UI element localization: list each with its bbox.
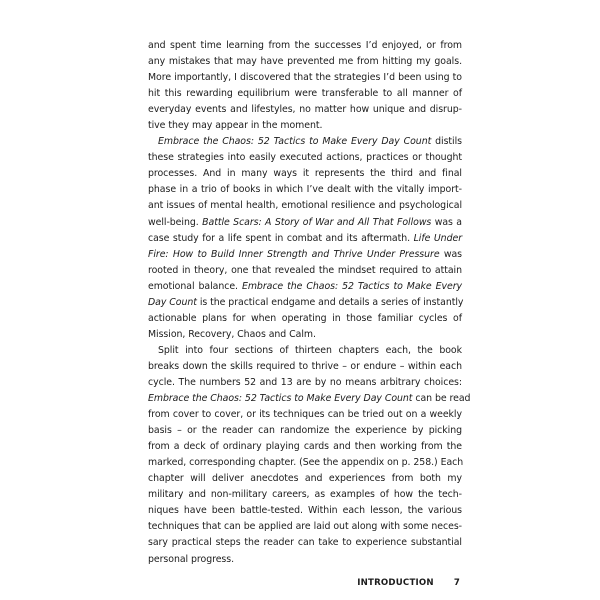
text-line <box>148 86 462 102</box>
text-line <box>148 295 462 311</box>
text-run: niques have been battle-tested. Within each lesson, the various <box>148 505 462 517</box>
text-run: Split into four sections of thirteen chapters each, the book <box>158 344 462 356</box>
text-line <box>148 150 462 166</box>
text-line <box>148 407 462 423</box>
paragraph <box>148 38 462 134</box>
text-line <box>148 231 462 247</box>
text-run: from cover to cover, or its techniques can be tried out on a weekly <box>148 409 462 421</box>
text-run: techniques that can be applied are laid out along with some neces- <box>148 521 462 533</box>
text-run: personal progress. <box>148 553 235 565</box>
text-run: tive they may appear in the moment. <box>148 120 323 132</box>
text-run: chapter will deliver anecdotes and experiences from both my <box>148 473 462 485</box>
text-line <box>148 279 462 295</box>
text-run: well-being. <box>148 216 203 228</box>
text-run: phase in a trio of books in which I’ve dealt with the vitally import- <box>148 184 462 196</box>
italic-title: Embrace the Chaos: 52 Tactics to Make Every <box>241 280 463 292</box>
running-head: INTRODUCTION <box>357 578 434 588</box>
text-line <box>148 54 462 70</box>
text-run: is the practical endgame and details a series of instantly <box>196 296 464 308</box>
text-line <box>148 263 462 279</box>
text-run: was <box>439 248 463 260</box>
italic-title: Day Count <box>148 296 197 308</box>
text-line <box>148 215 462 231</box>
text-line <box>148 118 462 134</box>
text-run: breaks down the skills required to thrive – or endure – within each <box>148 360 462 372</box>
text-line <box>148 423 462 439</box>
paragraph <box>148 343 471 568</box>
text-line <box>148 552 462 568</box>
text-line <box>148 391 471 407</box>
text-run: ant issues of mental health, emotional resilience and psychological <box>148 200 462 212</box>
text-line <box>148 327 462 343</box>
text-run: hit this rewarding equilibrium were transferable to all manner of <box>148 88 462 100</box>
text-run: everyday events and lifestyles, no matter how unique and disrup- <box>148 104 462 116</box>
text-run: distils <box>431 136 462 148</box>
text-line <box>148 487 462 503</box>
italic-title: Embrace the Chaos: 52 Tactics to Make Every Day Count <box>148 393 413 405</box>
text-line <box>148 166 462 182</box>
text-line <box>148 439 462 455</box>
page-footer <box>357 578 460 588</box>
text-line <box>148 70 462 86</box>
text-run: can be read <box>412 393 471 405</box>
text-run: military and non-military careers, as examples of how the tech- <box>148 489 462 501</box>
text-line <box>148 535 462 551</box>
text-line <box>148 182 462 198</box>
italic-title: Battle Scars: A Story of War and All That Follows <box>202 216 432 228</box>
text-run: any mistakes that may have prevented me from hitting my goals. <box>148 56 462 68</box>
text-run: was a <box>431 216 463 228</box>
text-line <box>148 471 462 487</box>
page-number: 7 <box>453 578 460 588</box>
text-run: actionable plans for when operating in those familiar cycles of <box>148 312 462 324</box>
body-text <box>148 38 471 568</box>
text-run: More importantly, I discovered that the strategies I’d been using to <box>148 72 462 84</box>
text-run: and spent time learning from the successes I’d enjoyed, or from <box>148 40 462 51</box>
text-run: emotional balance. <box>148 280 242 292</box>
text-run: case study for a life spent in combat and its aftermath. <box>148 232 414 244</box>
text-run: processes. And in many ways it represents the third and final <box>148 168 462 180</box>
text-line <box>148 343 462 359</box>
text-line <box>148 134 462 150</box>
text-run: cycle. The numbers 52 and 13 are by no means arbitrary choices: <box>148 376 462 388</box>
text-line <box>148 311 462 327</box>
text-line <box>148 375 462 391</box>
text-line <box>148 38 462 54</box>
text-line <box>148 198 462 214</box>
text-line <box>148 503 462 519</box>
text-line <box>148 359 462 375</box>
text-line <box>148 455 462 471</box>
text-line <box>148 519 462 535</box>
text-run: Mission, Recovery, Chaos and Calm. <box>148 328 316 340</box>
text-line <box>148 102 462 118</box>
text-run: these strategies into easily executed actions, practices or thought <box>148 152 462 164</box>
text-run: rooted in theory, one that revealed the mindset required to attain <box>148 264 462 276</box>
paragraph <box>148 134 462 343</box>
text-run: basis – or the reader can randomize the experience by picking <box>148 425 462 437</box>
italic-title: Life Under <box>413 232 462 244</box>
italic-title: Embrace the Chaos: 52 Tactics to Make Every Day Count <box>158 136 432 148</box>
text-run: marked, corresponding chapter. (See the appendix on p. 258.) Each <box>148 457 464 469</box>
text-line <box>148 247 462 263</box>
text-run: from a deck of ordinary playing cards and then working from the <box>148 441 462 453</box>
italic-title: Fire: How to Build Inner Strength and Thrive Under Pressure <box>148 248 440 260</box>
text-run: sary practical steps the reader can take to experience substantial <box>148 537 462 549</box>
